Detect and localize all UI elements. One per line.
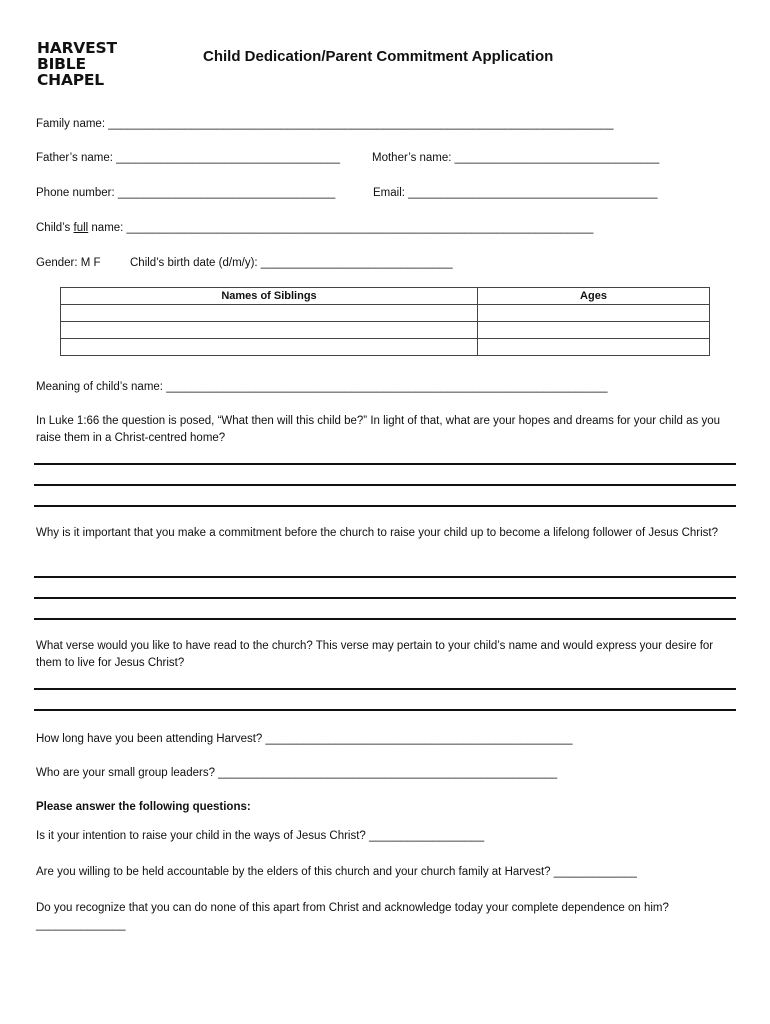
table-row <box>61 339 710 356</box>
mothers-name-field[interactable]: Mother’s name: ________________________________ <box>372 152 660 164</box>
sibling-age-cell[interactable] <box>478 322 710 339</box>
childs-name-label-post: name: _________________________________________________________________________ <box>88 222 594 234</box>
siblings-header-names: Names of Siblings <box>61 288 478 305</box>
please-answer-heading: Please answer the following questions: <box>36 801 251 813</box>
answer-line[interactable] <box>34 709 736 711</box>
logo <box>37 40 117 88</box>
sibling-name-cell[interactable] <box>61 305 478 322</box>
answer-line[interactable] <box>34 505 736 507</box>
sibling-name-cell[interactable] <box>61 339 478 356</box>
family-name-field[interactable]: Family name: _______________________________________________________________________________ <box>36 118 614 130</box>
recognize-question-field[interactable]: Do you recognize that you can do none of this apart from Christ and acknowledge today your complete dependence on him? ______________ <box>36 902 669 931</box>
childs-full-name-field[interactable] <box>36 222 593 234</box>
sibling-age-cell[interactable] <box>478 305 710 322</box>
answer-line[interactable] <box>34 597 736 599</box>
answer-line[interactable] <box>34 618 736 620</box>
email-field[interactable]: Email: _______________________________________ <box>373 187 658 199</box>
fathers-name-field[interactable]: Father’s name: ___________________________________ <box>36 152 340 164</box>
table-row <box>61 305 710 322</box>
logo-line-3: CHAPEL <box>37 71 104 89</box>
birth-date-field[interactable]: Child’s birth date (d/m/y): ______________________________ <box>130 257 453 269</box>
phone-number-field[interactable]: Phone number: __________________________________ <box>36 187 336 199</box>
question-commitment: Why is it important that you make a commitment before the church to raise your child up to become a lifelong follower of Jesus Christ? <box>36 527 719 539</box>
accountable-question-field[interactable]: Are you willing to be held accountable by the elders of this church and your church family at Harvest? _____________ <box>36 866 637 878</box>
attending-duration-field[interactable]: How long have you been attending Harvest? ________________________________________________ <box>36 733 573 745</box>
sibling-name-cell[interactable] <box>61 322 478 339</box>
small-group-leaders-field[interactable]: Who are your small group leaders? _____________________________________________________ <box>36 767 558 779</box>
question-hopes-dreams: In Luke 1:66 the question is posed, “What then will this child be?” In light of that, what are your hopes and dreams for your child as you raise them in a Christ-centred home? <box>36 415 720 444</box>
intention-question-field[interactable]: Is it your intention to raise your child in the ways of Jesus Christ? __________________ <box>36 830 485 842</box>
answer-line[interactable] <box>34 576 736 578</box>
siblings-header-ages: Ages <box>478 288 710 305</box>
logo-line-1: HARVEST <box>37 39 117 57</box>
meaning-of-name-field[interactable]: Meaning of child’s name: _____________________________________________________________________ <box>36 381 608 393</box>
siblings-table <box>60 287 710 356</box>
sibling-age-cell[interactable] <box>478 339 710 356</box>
gender-field[interactable]: Gender: M F <box>36 257 101 269</box>
answer-line[interactable] <box>34 688 736 690</box>
childs-name-label-full: full <box>73 222 89 234</box>
childs-name-label-pre: Child’s <box>36 222 74 234</box>
answer-line[interactable] <box>34 463 736 465</box>
page-title: Child Dedication/Parent Commitment Application <box>203 48 554 65</box>
answer-line[interactable] <box>34 484 736 486</box>
question-verse: What verse would you like to have read to the church? This verse may pertain to your child’s name and would express your desire for them to live for Jesus Christ? <box>36 640 714 669</box>
table-row <box>61 322 710 339</box>
logo-line-2: BIBLE <box>37 55 86 73</box>
